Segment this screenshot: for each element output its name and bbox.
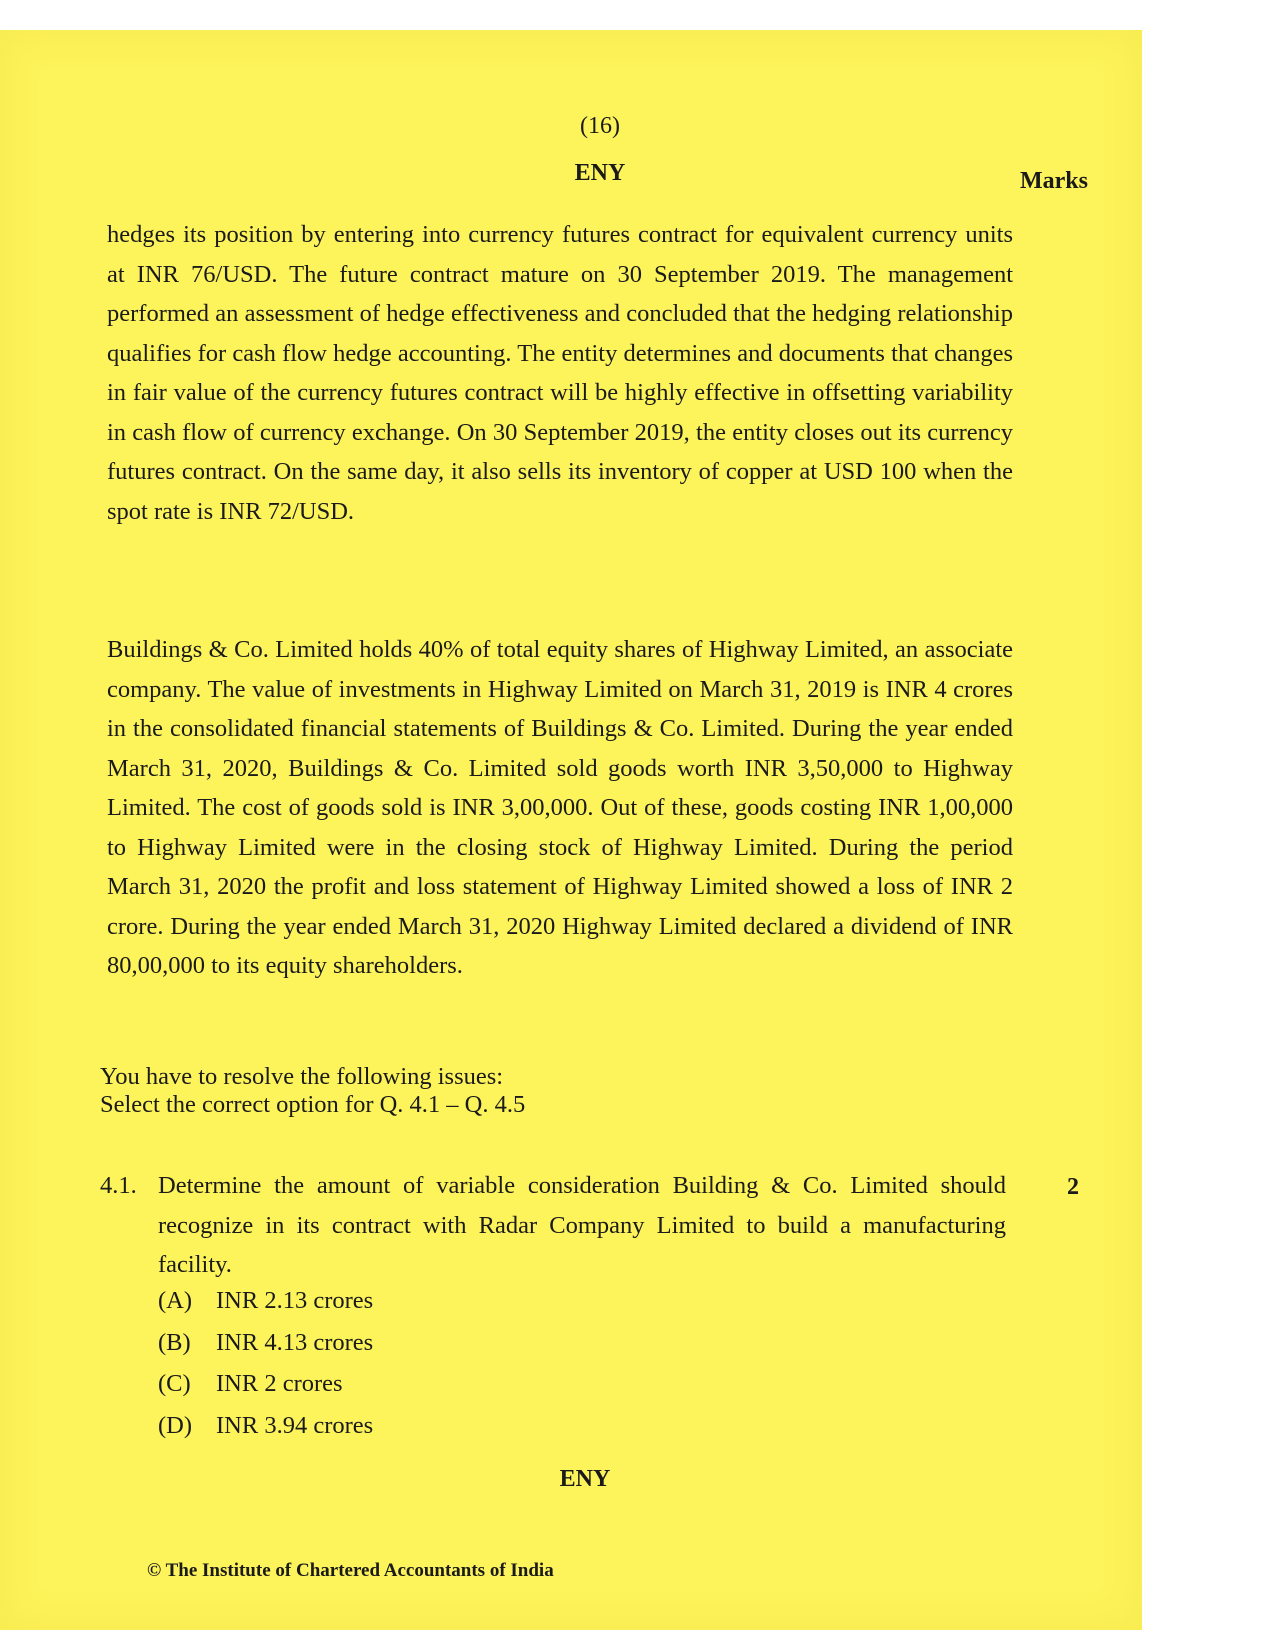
option-text: INR 2 crores <box>216 1370 343 1397</box>
option-a[interactable] <box>158 1280 373 1322</box>
option-letter: (C) <box>158 1370 191 1397</box>
question-number: 4.1. <box>100 1172 137 1199</box>
paper-code-header: ENY <box>574 160 626 186</box>
case-paragraph-hedging: hedges its position by entering into currency futures contract for equivalent currency units at INR 76/USD. The future contract mature on 30 September 2019. The management performed an assessment of hedge effectiveness and concluded that the hedging relationship qualifies for cash flow hedge accounting. The entity determines and documents that changes in fair value of the currency futures contract will be highly effective in offsetting variability in cash flow of currency exchange. On 30 September 2019, the entity closes out its currency futures contract. On the same day, it also sells its inventory of copper at USD 100 when the spot rate is INR 72/USD. <box>107 221 1013 525</box>
marks-column-label: Marks <box>1020 168 1088 194</box>
option-d[interactable] <box>158 1405 373 1447</box>
copyright-notice: © The Institute of Chartered Accountants of India <box>147 1560 554 1581</box>
option-text: INR 3.94 crores <box>216 1411 374 1439</box>
paper-code-footer: ENY <box>559 1466 611 1492</box>
question-marks: 2 <box>1067 1174 1079 1200</box>
instruction-line: You have to resolve the following issues: <box>100 1063 504 1090</box>
option-letter: (B) <box>158 1328 191 1356</box>
case-paragraph-associate: Buildings & Co. Limited holds 40% of total equity shares of Highway Limited, an associate company. The value of investments in Highway Limited on March 31, 2019 is INR 4 crores in the consolidated financial statements of Buildings & Co. Limited. During the year ended March 31, 2020, Buildings & Co. Limited sold goods worth INR 3,50,000 to Highway Limited. The cost of goods sold is INR 3,00,000. Out of these, goods costing INR 1,00,000 to Highway Limited were in the closing stock of Highway Limited. During the period March 31, 2020 the profit and loss statement of Highway Limited showed a loss of INR 2 crore. During the year ended March 31, 2020 Highway Limited declared a dividend of INR 80,00,000 to its equity shareholders. <box>107 636 1013 979</box>
option-letter: (A) <box>158 1287 193 1314</box>
option-text: INR 4.13 crores <box>216 1328 374 1356</box>
answer-options <box>158 1280 373 1446</box>
question-text: Determine the amount of variable consideration Building & Co. Limited should recognize in its contract with Radar Company Limited to build a manufacturing facility. <box>158 1172 1006 1278</box>
instruction-line: Select the correct option for Q. 4.1 – Q. 4.5 <box>100 1091 526 1118</box>
option-text: INR 2.13 crores <box>216 1287 374 1314</box>
option-b[interactable] <box>158 1322 373 1364</box>
page-number: (16) <box>580 113 620 139</box>
instructions <box>100 1063 525 1119</box>
option-letter: (D) <box>158 1411 193 1439</box>
option-c[interactable] <box>158 1363 373 1405</box>
